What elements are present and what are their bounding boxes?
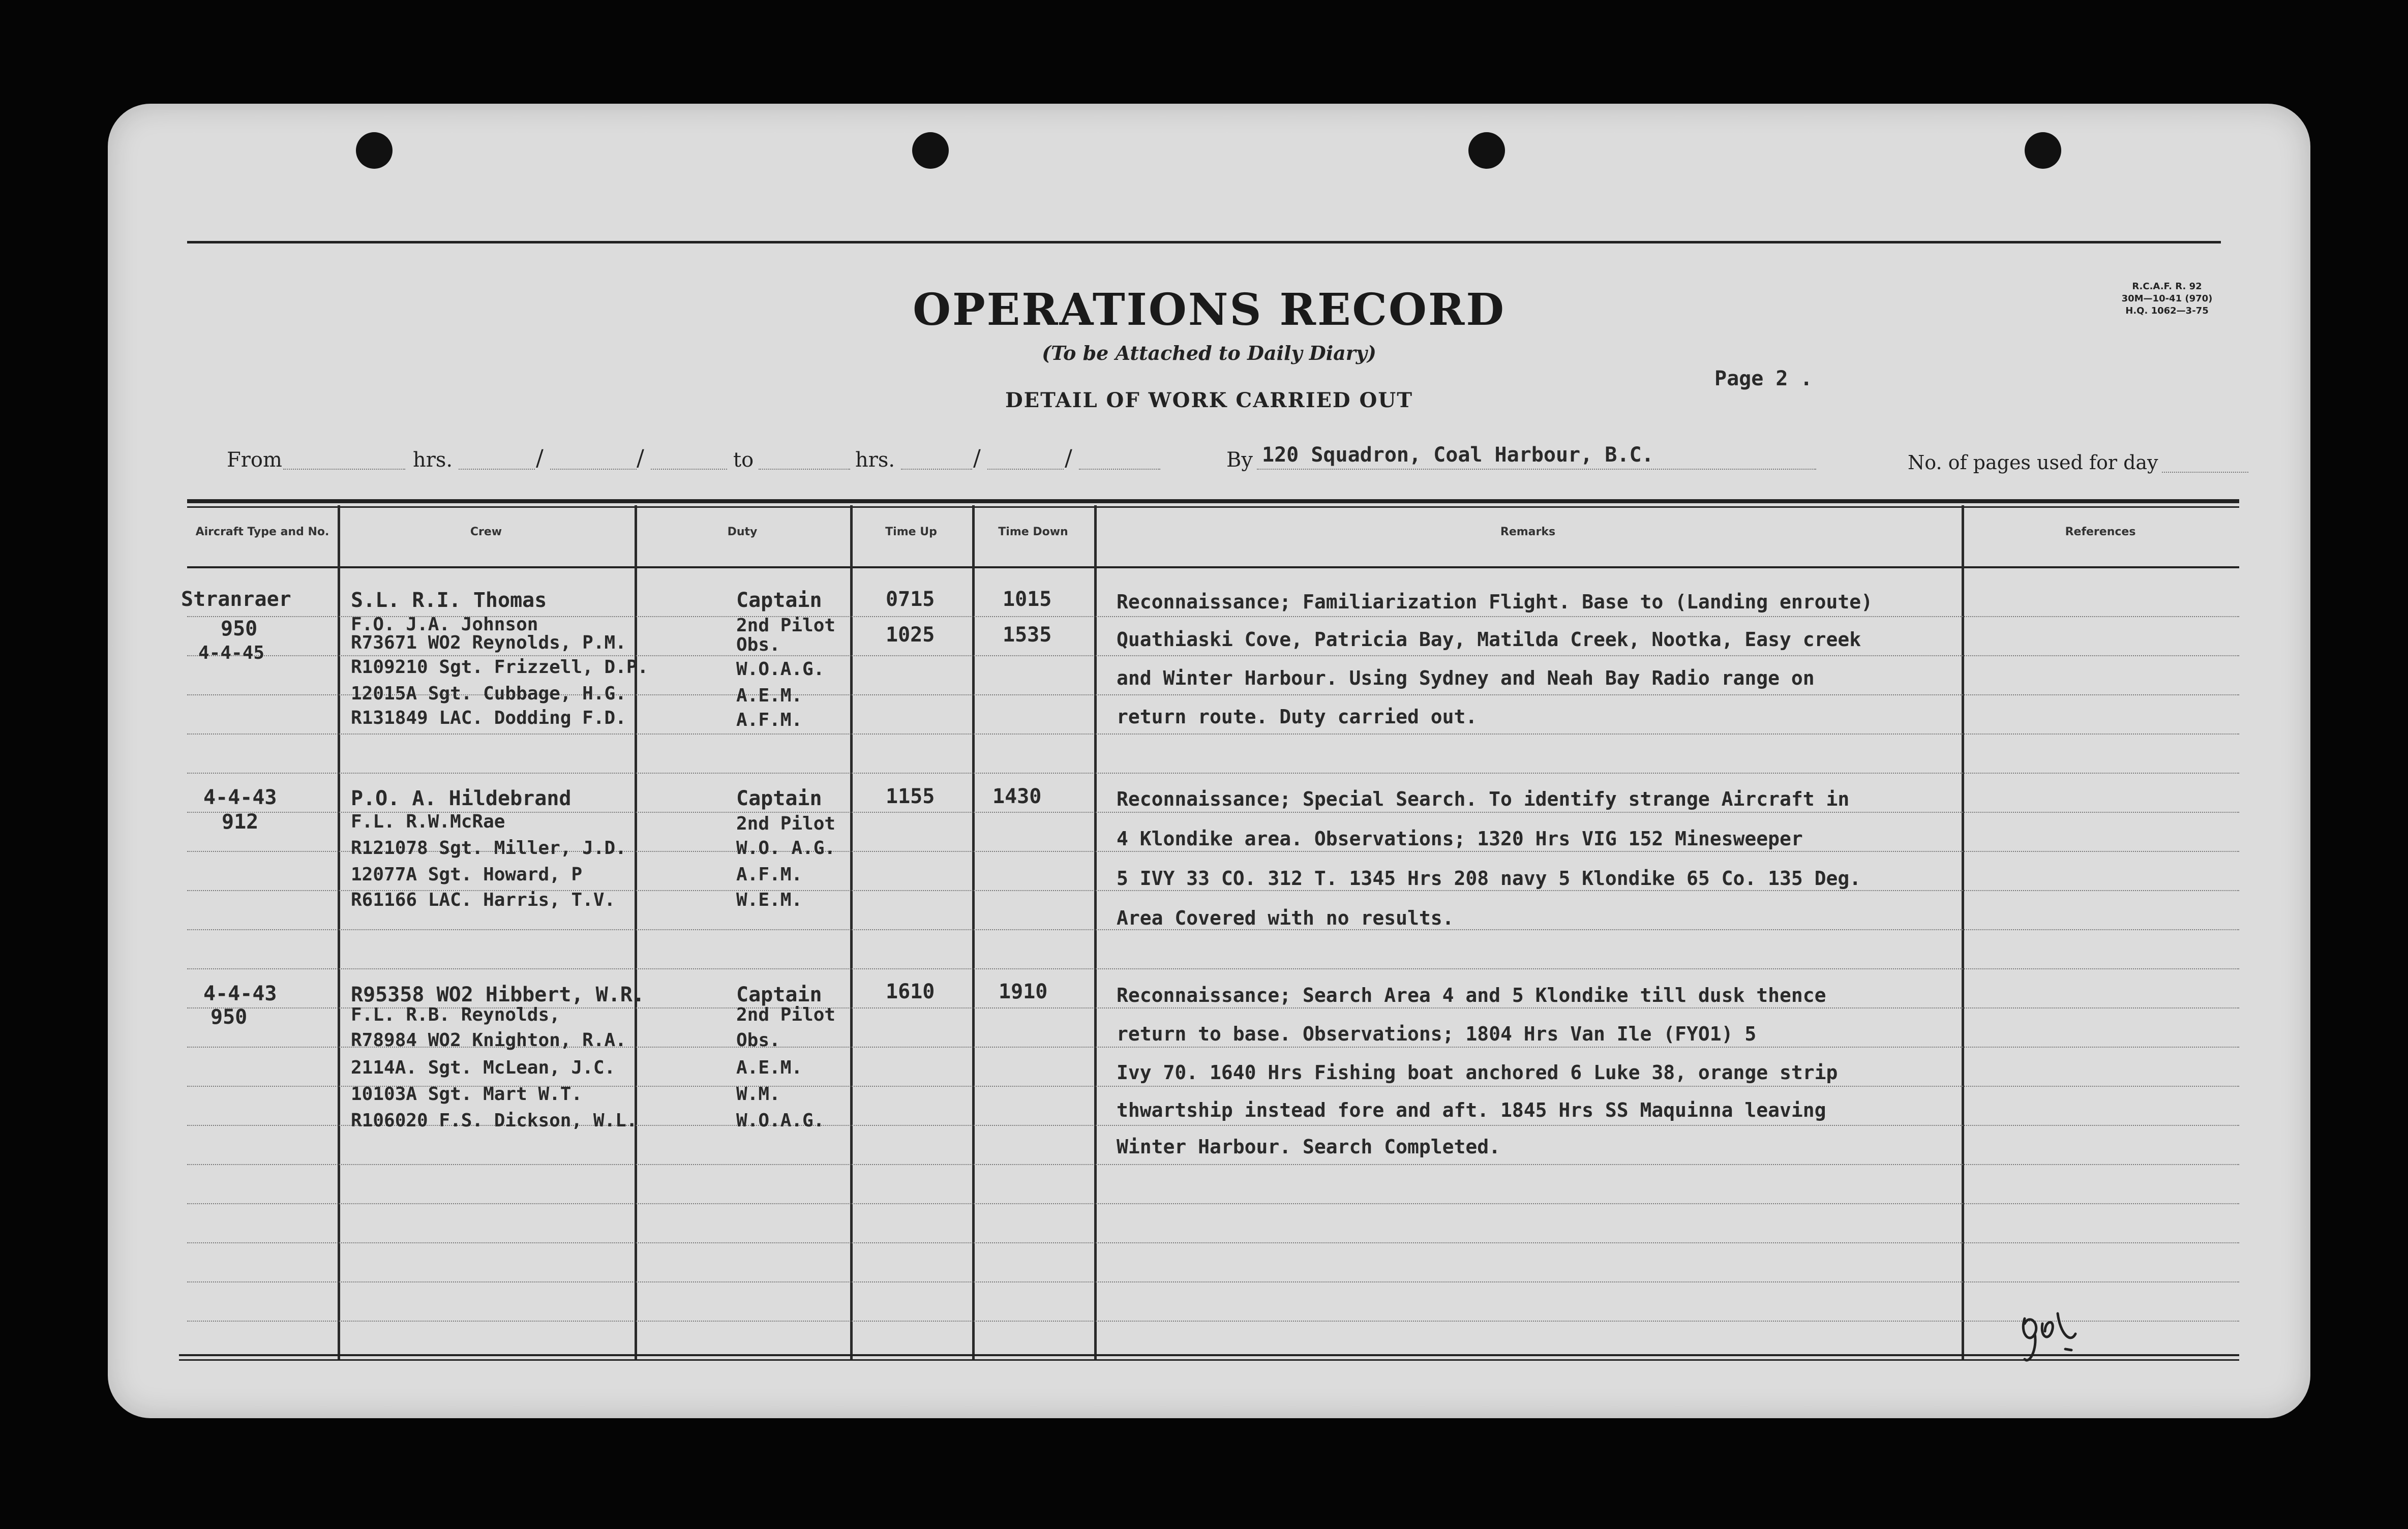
header-remarks: Remarks xyxy=(1500,526,1556,538)
crew-member: P.O. A. Hildebrand xyxy=(351,787,571,810)
header-bottom-rule xyxy=(187,566,2239,568)
by-value: 120 Squadron, Coal Harbour, B.C. xyxy=(1262,443,1654,467)
crew-member: R131849 LAC. Dodding F.D. xyxy=(351,708,626,728)
ruled-line xyxy=(187,1242,2239,1243)
page-number: Page 2 . xyxy=(1714,367,1813,390)
ruled-line xyxy=(187,968,2239,969)
duty: A.F.M. xyxy=(736,710,803,730)
duty: W.E.M. xyxy=(736,890,803,910)
time-down: 1535 xyxy=(1003,623,1052,647)
aircraft-type: Stranraer xyxy=(181,588,291,611)
to-label: to xyxy=(733,448,754,472)
crew-member: R61166 LAC. Harris, T.V. xyxy=(351,890,616,910)
duty: W.M. xyxy=(736,1084,780,1105)
duty: Captain xyxy=(736,589,822,612)
ruled-line xyxy=(187,773,2239,774)
remarks-line: thwartship instead fore and aft. 1845 Hrs SS Maquinna leaving xyxy=(1117,1099,1826,1121)
duty: Obs. xyxy=(736,634,780,655)
duty: W.O. A.G. xyxy=(736,838,836,859)
crew-member: F.L. R.B. Reynolds, xyxy=(351,1004,560,1025)
ruled-line xyxy=(187,733,2239,735)
table-bottom-rule xyxy=(179,1354,2239,1356)
remarks-line: Quathiaski Cove, Patricia Bay, Matilda Creek, Nootka, Easy creek xyxy=(1117,628,1861,651)
crew-member: R73671 WO2 Reynolds, P.M. xyxy=(351,632,626,653)
crew-member: R121078 Sgt. Miller, J.D. xyxy=(351,838,626,859)
crew-member: R106020 F.S. Dickson, W.L. xyxy=(351,1110,638,1131)
crew-member: 10103A Sgt. Mart W.T. xyxy=(351,1084,583,1105)
remarks-line: Reconnaissance; Search Area 4 and 5 Klondike till dusk thence xyxy=(1117,984,1826,1006)
time-up: 1610 xyxy=(886,980,935,1003)
remarks-line: and Winter Harbour. Using Sydney and Neah Bay Radio range on xyxy=(1117,667,1815,689)
form-code: R.C.A.F. R. 92 30M—10-41 (970) H.Q. 1062—3-75 xyxy=(2121,281,2213,316)
remarks-line: Area Covered with no results. xyxy=(1117,907,1454,929)
remarks-line: 5 IVY 33 CO. 312 T. 1345 Hrs 208 navy 5 Klondike 65 Co. 135 Deg. xyxy=(1117,867,1861,890)
time-down: 1430 xyxy=(992,785,1042,808)
crew-member: 12015A Sgt. Cubbage, H.G. xyxy=(351,683,626,704)
crew-member: R95358 WO2 Hibbert, W.R. xyxy=(351,983,645,1006)
operations-record-card: R.C.A.F. R. 92 30M—10-41 (970) H.Q. 1062—3-75 OPERATIONS RECORD (To be Attached to Daily Diary) DETAIL OF WORK CARRIED OUT Page 2 . From hrs. / / to hrs. / / By 120 Squadron, Coal Harbour, B.C. No. of pages used for day Aircraft Type and No. Crew Duty Time Up Time Down Remarks References Stranraer 950 4-4-45 S.L. R.I. Thomas F.O. J.A. Johnson R73671 WO2 Reynolds, P.M. R109210 Sgt. Frizzell, D.P. 12015A Sgt. Cubbage, H.G. R131849 LAC. Dodding F.D. Captain 2nd Pilot Obs. W.O.A.G. A.E.M. A.F.M. 0715 1025 1015 1535 Reconnaissance; Familiarization Flight. Base to (Landing enroute) Quathiaski Cove, Patricia Bay, Matilda Creek, Nootka, Easy creek and Winter Harbour. Using Sydney and Neah Bay Radio range on return route. Duty carried out. 4-4-43 912 P.O. A. Hildebrand F.L. R.W.McRae R121078 Sgt. Miller, J.D. 12077A Sgt. Howard, P R61166 LAC. Harris, T.V. Captain 2nd Pilot W.O. A.G. A.F.M. W.E.M. 1155 1430 Reconnaissance; Special Search. To identify strange Aircraft in 4 Klondike area. Observations; 1320 Hrs VIG 152 Minesweeper 5 IVY 33 CO. 312 T. 1345 Hrs 208 navy 5 Klondike 65 Co. 135 Deg. Area Covered with no results. 4-4-43 950 R95358 WO2 Hibbert, W.R. F.L. R.B. Reynolds, R78984 WO2 Knighton, R.A. 2114A. Sgt. McLean, J.C. 10103A Sgt. Mart W.T. R106020 F.S. Dickson, W.L. Captain 2nd Pilot Obs. A.E.M. W.M. W.O.A.G. 1610 1910 Reconnaissance; Search Area 4 and 5 Klondike till dusk thence return to base. Observations; 1804 Hrs Van Ile (FYO1) 5 Ivy 70. 1640 Hrs Fishing boat anchored 6 Luke 38, orange strip thwartship instead fore and aft. 1845 Hrs SS Maquinna leaving Winter Harbour. Search Completed. xyxy=(108,104,2310,1418)
flight-date: 4-4-45 xyxy=(198,643,265,663)
duty: A.E.M. xyxy=(736,685,803,706)
time-up: 1155 xyxy=(886,785,935,808)
by-label: By xyxy=(1226,448,1253,472)
remarks-line: Reconnaissance; Special Search. To identify strange Aircraft in xyxy=(1117,788,1850,810)
crew-member: R78984 WO2 Knighton, R.A. xyxy=(351,1030,626,1051)
time-up: 0715 xyxy=(886,588,935,611)
punch-hole xyxy=(356,132,393,169)
hrs-label-2: hrs. xyxy=(855,448,895,472)
pages-used-label: No. of pages used for day xyxy=(1908,451,2158,474)
ruled-line xyxy=(187,929,2239,930)
punch-hole xyxy=(912,132,949,169)
table-top-rule xyxy=(187,499,2239,503)
remarks-line: return route. Duty carried out. xyxy=(1117,706,1478,728)
time-down: 1015 xyxy=(1003,588,1052,611)
crew-member: R109210 Sgt. Frizzell, D.P. xyxy=(351,657,649,678)
duty: 2nd Pilot xyxy=(736,813,836,834)
flight-date: 4-4-43 xyxy=(203,786,277,809)
crew-member: 12077A Sgt. Howard, P xyxy=(351,864,583,885)
from-label: From xyxy=(227,448,282,472)
header-crew: Crew xyxy=(470,526,502,538)
punch-hole xyxy=(2025,132,2061,169)
ruled-line xyxy=(187,1321,2239,1322)
aircraft-number: 950 xyxy=(221,617,258,640)
hrs-label: hrs. xyxy=(413,448,453,472)
duty: 2nd Pilot xyxy=(736,1004,836,1025)
duty: Captain xyxy=(736,983,822,1006)
time-down: 1910 xyxy=(999,980,1048,1003)
ruled-line xyxy=(187,1164,2239,1165)
punch-hole xyxy=(1468,132,1505,169)
detail-heading: DETAIL OF WORK CARRIED OUT xyxy=(1005,388,1413,412)
header-duty: Duty xyxy=(727,526,758,538)
duty: W.O.A.G. xyxy=(736,659,825,680)
ruled-line xyxy=(187,655,2239,656)
crew-member: F.L. R.W.McRae xyxy=(351,811,505,832)
header-aircraft: Aircraft Type and No. xyxy=(195,526,329,538)
page-subtitle: (To be Attached to Daily Diary) xyxy=(1042,342,1376,364)
header-time-up: Time Up xyxy=(885,526,937,538)
header-time-down: Time Down xyxy=(998,526,1068,538)
flight-date: 4-4-43 xyxy=(203,982,277,1005)
duty: W.O.A.G. xyxy=(736,1110,825,1131)
duty: 2nd Pilot xyxy=(736,615,836,636)
top-rule xyxy=(187,241,2221,243)
duty: Captain xyxy=(736,787,822,810)
ruled-line xyxy=(187,1203,2239,1204)
aircraft-number: 912 xyxy=(222,810,259,834)
remarks-line: return to base. Observations; 1804 Hrs Van Ile (FYO1) 5 xyxy=(1117,1023,1757,1045)
ruled-line xyxy=(187,1281,2239,1282)
duty: A.F.M. xyxy=(736,864,803,885)
duty: A.E.M. xyxy=(736,1057,803,1078)
duty: Obs. xyxy=(736,1030,780,1051)
time-up: 1025 xyxy=(886,623,935,647)
crew-member: F.O. J.A. Johnson xyxy=(351,614,538,635)
remarks-line: 4 Klondike area. Observations; 1320 Hrs VIG 152 Minesweeper xyxy=(1117,828,1803,850)
crew-member: 2114A. Sgt. McLean, J.C. xyxy=(351,1057,616,1078)
aircraft-number: 950 xyxy=(210,1005,248,1029)
remarks-line: Ivy 70. 1640 Hrs Fishing boat anchored 6 Luke 38, orange strip xyxy=(1117,1061,1838,1084)
page-title: OPERATIONS RECORD xyxy=(913,284,1506,335)
handwritten-initials xyxy=(2014,1303,2096,1369)
remarks-line: Reconnaissance; Familiarization Flight. Base to (Landing enroute) xyxy=(1117,591,1873,613)
header-references: References xyxy=(2065,526,2136,538)
remarks-line: Winter Harbour. Search Completed. xyxy=(1117,1136,1500,1158)
crew-member: S.L. R.I. Thomas xyxy=(351,589,547,612)
